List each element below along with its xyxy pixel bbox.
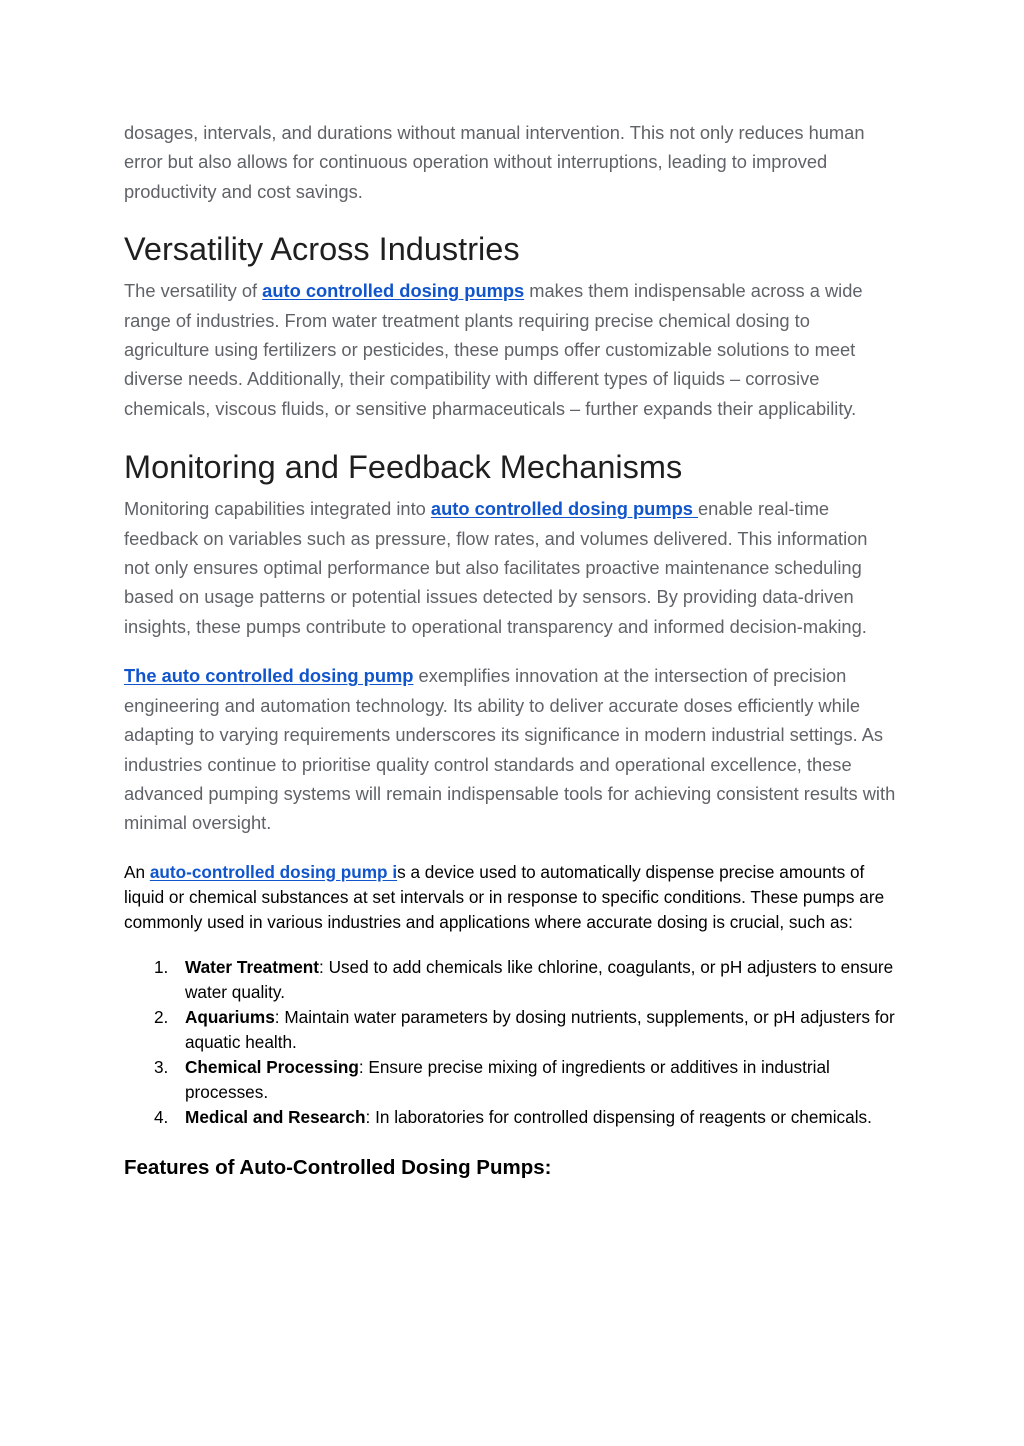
list-item [124, 1005, 896, 1055]
definition-text-before: An [124, 861, 150, 882]
list-item-number: 2. [154, 1006, 169, 1027]
monitoring-heading: Monitoring and Feedback Mechanisms [124, 449, 683, 486]
list-item-term: Aquariums [185, 1006, 275, 1027]
versatility-heading: Versatility Across Industries [124, 231, 520, 268]
intro-paragraph: dosages, intervals, and durations without manual intervention. This not only reduces human error but also allows for continuous operation without interruptions, leading to improved productivity and cost savings. [124, 122, 865, 202]
list-item-term: Water Treatment [185, 956, 320, 977]
list-item-number: 4. [154, 1106, 169, 1127]
list-item-description: : In laboratories for controlled dispensing of reagents or chemicals. [365, 1106, 872, 1127]
list-item-description: : Ensure precise mixing of ingredients or additives in industrial processes. [185, 1056, 830, 1102]
list-item-term: Medical and Research [185, 1106, 366, 1127]
definition-text-after: s a device used to automatically dispense precise amounts of liquid or chemical substances at set intervals or in response to specific conditions. These pumps are commonly used in various industries and applications where accurate dosing is crucial, such as: [124, 861, 885, 932]
conclusion-text-after: exemplifies innovation at the intersection of precision engineering and automation technology. Its ability to deliver accurate doses efficiently while adapting to varying requirements underscores its significance in modern industrial settings. As industries continue to prioritise quality control standards and operational excellence, these advanced pumping systems will remain indispensable tools for achieving consistent results with minimal oversight. [124, 665, 896, 834]
versatility-text-after: makes them indispensable across a wide range of industries. From water treatment plants requiring precise chemical dosing to agriculture using fertilizers or pesticides, these pumps offer customizable solutions to meet diverse needs. Additionally, their compatibility with different types of liquids – corrosive chemicals, viscous fluids, or sensitive pharmaceuticals – further expands their applicability. [124, 280, 863, 419]
definition-paragraph [124, 860, 896, 935]
conclusion-pump-link[interactable]: The auto controlled dosing pump [124, 665, 414, 687]
versatility-paragraph [124, 276, 896, 423]
list-item-description: : Maintain water parameters by dosing nutrients, supplements, or pH adjusters for aquatic health. [185, 1006, 895, 1052]
list-item-number: 1. [154, 956, 169, 977]
monitoring-pump-link[interactable]: auto controlled dosing pumps [430, 498, 699, 520]
document-page [124, 118, 896, 1182]
list-item [124, 955, 896, 1005]
applications-list [124, 955, 896, 1130]
definition-pump-link[interactable]: auto-controlled dosing pump i [149, 861, 398, 882]
versatility-pump-link[interactable]: auto controlled dosing pumps [262, 280, 525, 302]
list-item-term: Chemical Processing [185, 1056, 359, 1077]
features-heading: Features of Auto-Controlled Dosing Pumps: [124, 1155, 552, 1179]
list-item [124, 1055, 896, 1105]
list-item-description: : Used to add chemicals like chlorine, coagulants, or pH adjusters to ensure water quality. [185, 956, 894, 1002]
monitoring-paragraph [124, 494, 896, 641]
list-item-number: 3. [154, 1056, 169, 1077]
monitoring-text-after: enable real-time feedback on variables such as pressure, flow rates, and volumes delivered. This information not only ensures optimal performance but also facilitates proactive maintenance scheduling based on usage patterns or potential issues detected by sensors. By providing data-driven insights, these pumps contribute to operational transparency and informed decision-making. [124, 498, 868, 637]
list-item [124, 1105, 896, 1130]
monitoring-text-before: Monitoring capabilities integrated into [124, 498, 431, 520]
conclusion-paragraph [124, 661, 896, 837]
versatility-text-before: The versatility of [124, 280, 263, 302]
